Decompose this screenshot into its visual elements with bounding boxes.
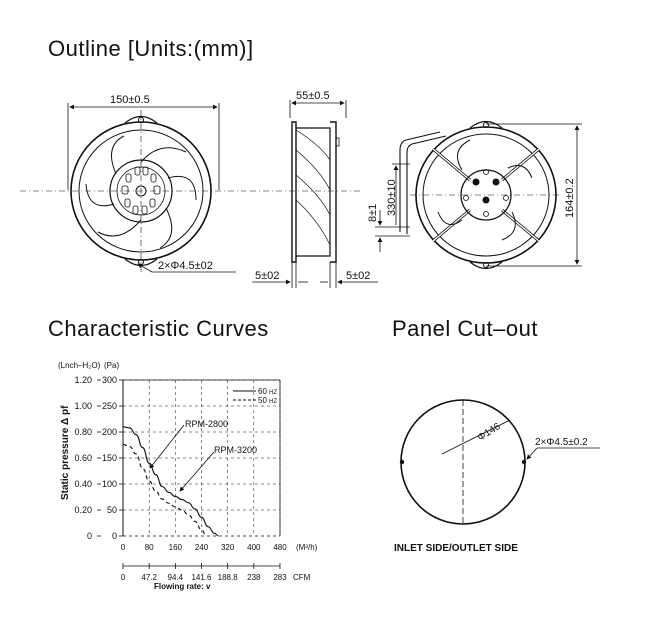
chart-y-tick-inch: 0.40 bbox=[74, 479, 92, 489]
characteristic-curves-title: Characteristic Curves bbox=[48, 316, 269, 341]
chart-legend bbox=[233, 387, 277, 405]
panel-cutout-title: Panel Cut–out bbox=[392, 316, 538, 341]
front-holes-dimension: 2×Φ4.5±02 bbox=[158, 260, 213, 272]
chart-x-tick-m3h: 240 bbox=[194, 543, 209, 552]
front-view bbox=[20, 94, 246, 272]
chart-x-tick-m3h: 80 bbox=[144, 543, 154, 552]
legend-unit-60: HZ bbox=[269, 390, 277, 396]
chart-y-tick-pa: 250 bbox=[101, 401, 117, 411]
chart-y-unit-inch: (Lnch–H₂O) bbox=[58, 361, 101, 370]
outline-title: Outline [Units:(mm)] bbox=[48, 36, 254, 61]
chart-y-tick-inch: 1.20 bbox=[74, 375, 92, 385]
rear-lead-length-dimension: 330±10 bbox=[386, 179, 398, 216]
chart-x-tick-cfm: 188.8 bbox=[217, 573, 238, 582]
chart-x-tick-cfm: 238 bbox=[247, 573, 261, 582]
chart-y-tick-pa: 100 bbox=[101, 479, 117, 489]
cutout-diameter-label: Φ146 bbox=[475, 421, 503, 444]
side-flange-right-dimension: 5±02 bbox=[346, 270, 371, 282]
cutout-hole-right bbox=[522, 460, 526, 464]
side-body bbox=[296, 128, 330, 256]
chart-y-tick-pa: 50 bbox=[106, 505, 117, 515]
chart-x-tick-cfm: 283 bbox=[273, 573, 287, 582]
panel-cutout-drawing bbox=[394, 400, 600, 554]
chart-x-tick-cfm: 47.2 bbox=[141, 573, 157, 582]
cutout-hole-left bbox=[400, 460, 404, 464]
series-rpm-3200 bbox=[123, 427, 219, 536]
chart-y-tick-inch: 0.20 bbox=[74, 505, 92, 515]
chart-y-tick-pa: 150 bbox=[101, 453, 117, 463]
chart-y-tick-pa: 200 bbox=[101, 427, 117, 437]
rear-view bbox=[367, 122, 582, 269]
characteristic-chart bbox=[58, 361, 318, 591]
chart-x-tick-m3h: 0 bbox=[120, 543, 126, 552]
cutout-holes-label: 2×Φ4.5±0.2 bbox=[535, 437, 588, 448]
side-flange-left-dimension: 5±02 bbox=[255, 270, 280, 282]
rear-strip-dimension: 8±1 bbox=[367, 203, 379, 222]
chart-x-axis-label: Flowing rate: v bbox=[154, 582, 211, 591]
front-width-dimension: 150±0.5 bbox=[110, 94, 150, 106]
chart-y-tick-inch: 0 bbox=[86, 531, 92, 541]
rear-height-dimension: 164±0.2 bbox=[564, 178, 576, 218]
legend-unit-50: HZ bbox=[269, 399, 277, 405]
cutout-caption: INLET SIDE/OUTLET SIDE bbox=[394, 543, 518, 554]
chart-x-tick-m3h: 480 bbox=[273, 543, 287, 552]
chart-x-unit-m3h: (M³/h) bbox=[296, 543, 318, 552]
legend-entry-50: 50 bbox=[258, 396, 267, 405]
chart-y-axis-label: Static pressure Δ pf bbox=[60, 405, 71, 500]
chart-x-tick-m3h: 160 bbox=[168, 543, 183, 552]
annotation-rpm-2800: RPM-2800 bbox=[185, 419, 229, 429]
side-flange-right bbox=[330, 122, 336, 262]
chart-y-tick-inch: 1.00 bbox=[74, 401, 92, 411]
side-view bbox=[250, 90, 378, 288]
rear-hub-terminal bbox=[473, 179, 480, 186]
chart-y-unit-pa: (Pa) bbox=[104, 361, 120, 370]
chart-y-tick-pa: 300 bbox=[101, 375, 117, 385]
chart-x-tick-cfm: 141.6 bbox=[191, 573, 212, 582]
chart-y-tick-pa: 0 bbox=[111, 531, 117, 541]
chart-y-tick-inch: 0.80 bbox=[74, 427, 92, 437]
chart-x-tick-m3h: 400 bbox=[247, 543, 261, 552]
chart-x-tick-cfm: 94.4 bbox=[167, 573, 184, 582]
lead-wire bbox=[400, 132, 446, 234]
side-flange-left bbox=[292, 122, 296, 262]
chart-x-unit-cfm: CFM bbox=[293, 573, 311, 582]
annotation-rpm-3200: RPM-3200 bbox=[214, 445, 258, 455]
side-depth-dimension: 55±0.5 bbox=[296, 90, 330, 102]
legend-entry-60: 60 bbox=[258, 387, 267, 396]
chart-x-tick-m3h: 320 bbox=[220, 543, 235, 552]
chart-y-tick-inch: 0.60 bbox=[74, 453, 92, 463]
chart-x-tick-cfm: 0 bbox=[120, 573, 126, 582]
